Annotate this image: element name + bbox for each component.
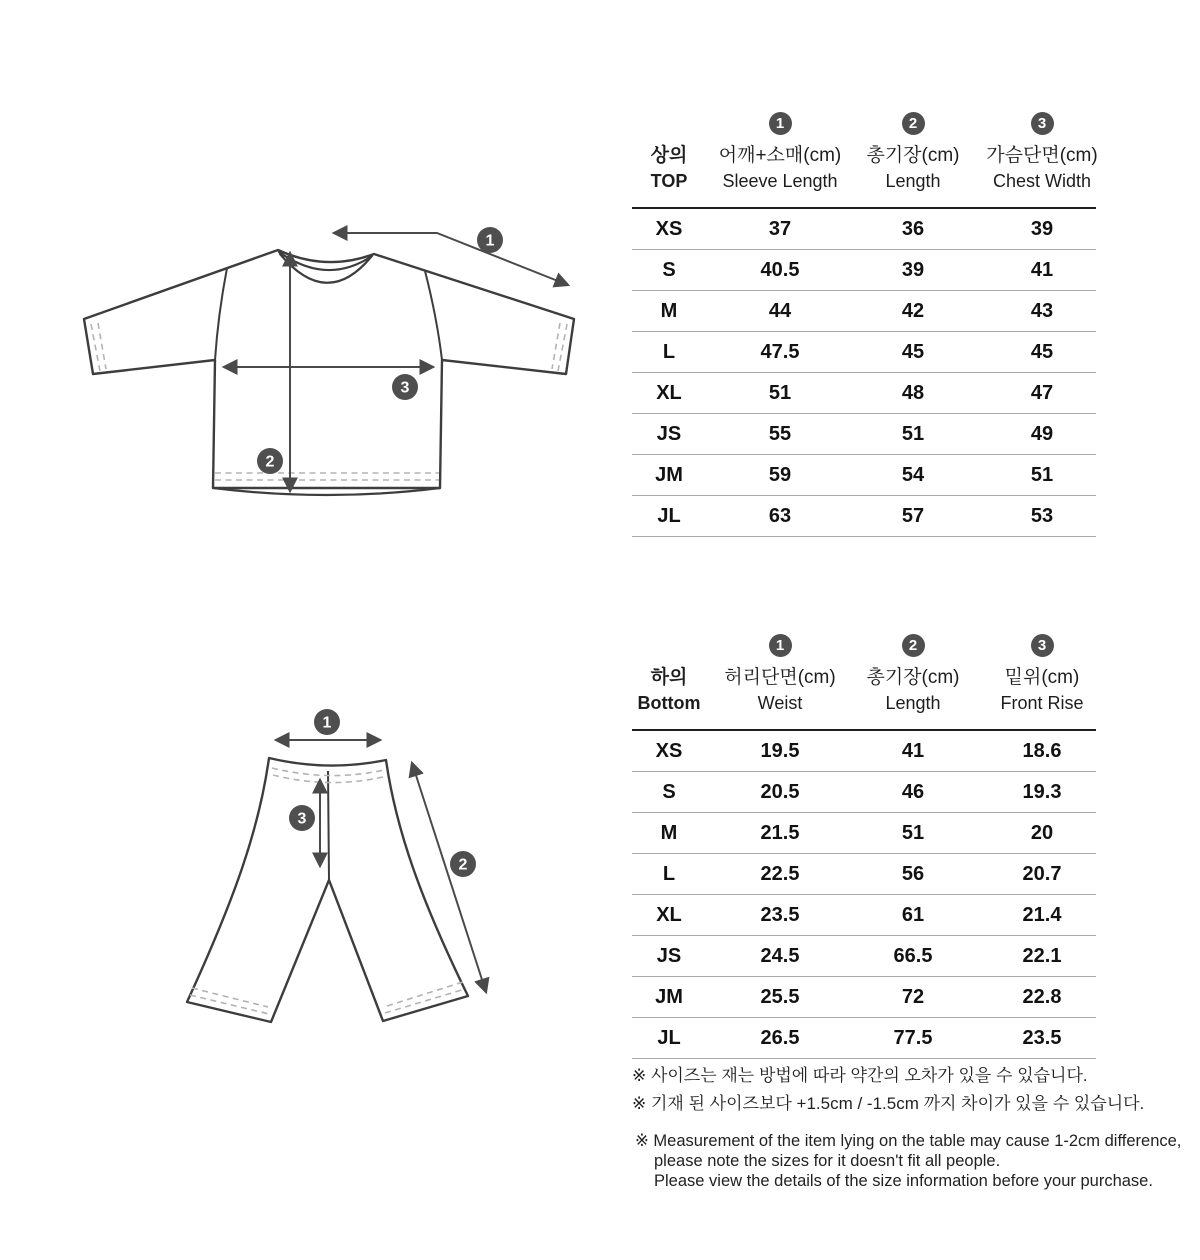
measurement-value: 57	[901, 504, 925, 527]
measurement-value: 77.5	[893, 1026, 933, 1049]
svg-text:2: 2	[458, 856, 468, 874]
bottom-size-table	[632, 634, 1096, 1059]
column-header: 총기장(cm) Length	[866, 145, 960, 191]
table-row	[632, 373, 1096, 414]
measurement-value: 51	[901, 821, 925, 844]
table-row	[632, 209, 1096, 250]
table-row	[632, 250, 1096, 291]
table-row	[632, 772, 1096, 813]
measurement-value: 55	[768, 422, 792, 445]
size-label: XS	[655, 739, 683, 762]
note-line: ※ 기재 된 사이즈보다 +1.5cm / -1.5cm 까지 차이가 있을 수 있습니다.	[632, 1094, 1145, 1113]
note-line: please note the sizes for it doesn't fit all people.	[654, 1152, 1001, 1170]
svg-text:1: 1	[322, 714, 332, 732]
measurement-value: 22.8	[1022, 985, 1062, 1008]
measurement-value: 66.5	[893, 944, 933, 967]
table-row	[632, 496, 1096, 537]
measurement-value: 39	[901, 258, 925, 281]
column-header: 밑위(cm) Front Rise	[1000, 667, 1084, 713]
column-header: 가슴단면(cm) Chest Width	[986, 145, 1098, 191]
korean-notes	[632, 1062, 1144, 1118]
measurement-value: 61	[901, 903, 925, 926]
pants-measure-badge-3	[289, 805, 315, 831]
measurement-value: 25.5	[760, 985, 800, 1008]
measurement-value: 41	[1030, 258, 1054, 281]
table-row	[632, 977, 1096, 1018]
table-row	[632, 854, 1096, 895]
top-table-header	[632, 143, 1096, 209]
shirt-measure-badge-2	[257, 448, 283, 474]
table-row	[632, 455, 1096, 496]
svg-text:3: 3	[400, 379, 410, 397]
pants-center-seam	[328, 771, 329, 880]
measurement-value: 24.5	[760, 944, 800, 967]
measurement-value: 22.1	[1022, 944, 1062, 967]
measurement-value: 47.5	[760, 340, 800, 363]
measurement-value: 20.5	[760, 780, 800, 803]
measurement-value: 23.5	[760, 903, 800, 926]
table-row	[632, 936, 1096, 977]
top-garment-diagram	[60, 210, 600, 522]
measurement-value: 51	[901, 422, 925, 445]
measurement-value: 42	[901, 299, 925, 322]
column-badge-3-icon: 3	[1031, 634, 1054, 657]
english-notes	[635, 1131, 1181, 1191]
measurement-value: 26.5	[760, 1026, 800, 1049]
measurement-value: 23.5	[1022, 1026, 1062, 1049]
table-row	[632, 414, 1096, 455]
measurement-value: 54	[901, 463, 925, 486]
size-label: XS	[655, 217, 683, 240]
measurement-value: 21.4	[1022, 903, 1062, 926]
measurement-value: 49	[1030, 422, 1054, 445]
pants-measure-badge-1	[314, 709, 340, 735]
size-label: L	[662, 340, 676, 363]
pants-measure-badge-2	[450, 851, 476, 877]
measurement-value: 45	[901, 340, 925, 363]
size-label: L	[662, 862, 676, 885]
measurement-value: 53	[1030, 504, 1054, 527]
measurement-value: 48	[901, 381, 925, 404]
table-row	[632, 1018, 1096, 1059]
size-label: JS	[656, 944, 682, 967]
size-label: M	[660, 299, 678, 322]
measurement-value: 19.5	[760, 739, 800, 762]
measurement-value: 39	[1030, 217, 1054, 240]
size-label: XL	[656, 381, 682, 404]
top-table-badge-row	[632, 112, 1096, 135]
table-row	[632, 813, 1096, 854]
bottom-table-badge-row	[632, 634, 1096, 657]
column-header: 총기장(cm) Length	[866, 667, 960, 713]
category-header: 상의 TOP	[650, 145, 688, 191]
svg-text:1: 1	[485, 232, 495, 250]
size-label: JL	[657, 1026, 681, 1049]
table-row	[632, 291, 1096, 332]
measurement-value: 18.6	[1022, 739, 1062, 762]
table-row	[632, 895, 1096, 936]
svg-text:2: 2	[265, 453, 275, 471]
bottom-table-header	[632, 665, 1096, 731]
measurement-value: 46	[901, 780, 925, 803]
measurement-value: 20	[1030, 821, 1054, 844]
measurement-value: 51	[1030, 463, 1054, 486]
top-size-table	[632, 112, 1096, 537]
column-badge-2-icon: 2	[902, 112, 925, 135]
size-label: JM	[655, 985, 683, 1008]
table-row	[632, 731, 1096, 772]
size-label: S	[662, 780, 676, 803]
note-line: ※ 사이즈는 재는 방법에 따라 약간의 오차가 있을 수 있습니다.	[632, 1066, 1088, 1085]
note-line: Please view the details of the size information before your purchase.	[654, 1172, 1153, 1190]
note-line: ※ Measurement of the item lying on the table may cause 1-2cm difference,	[635, 1132, 1182, 1150]
measurement-value: 36	[901, 217, 925, 240]
measurement-value: 40.5	[760, 258, 800, 281]
measurement-value: 22.5	[760, 862, 800, 885]
svg-text:3: 3	[297, 810, 307, 828]
shirt-measure-badge-1	[477, 227, 503, 253]
measurement-value: 19.3	[1022, 780, 1062, 803]
size-label: M	[660, 821, 678, 844]
measurement-value: 45	[1030, 340, 1054, 363]
size-label: JS	[656, 422, 682, 445]
measurement-value: 20.7	[1022, 862, 1062, 885]
size-label: XL	[656, 903, 682, 926]
column-badge-3-icon: 3	[1031, 112, 1054, 135]
size-label: JM	[655, 463, 683, 486]
shirt-outline	[84, 250, 574, 488]
table-row	[632, 332, 1096, 373]
measurement-value: 59	[768, 463, 792, 486]
measurement-value: 63	[768, 504, 792, 527]
column-badge-1-icon: 1	[769, 112, 792, 135]
measurement-value: 72	[901, 985, 925, 1008]
shirt-measure-badge-3	[392, 374, 418, 400]
size-label: JL	[657, 504, 681, 527]
column-header: 어깨+소매(cm) Sleeve Length	[718, 145, 842, 191]
measurement-value: 43	[1030, 299, 1054, 322]
column-header: 허리단면(cm) Weist	[724, 667, 836, 713]
column-badge-2-icon: 2	[902, 634, 925, 657]
measurement-value: 44	[768, 299, 792, 322]
measurement-value: 56	[901, 862, 925, 885]
size-label: S	[662, 258, 676, 281]
bottom-garment-diagram	[130, 700, 550, 1060]
category-header: 하의 Bottom	[637, 667, 701, 713]
measurement-value: 21.5	[760, 821, 800, 844]
measurement-value: 47	[1030, 381, 1054, 404]
measurement-value: 41	[901, 739, 925, 762]
column-badge-1-icon: 1	[769, 634, 792, 657]
measurement-value: 37	[768, 217, 792, 240]
measurement-value: 51	[768, 381, 792, 404]
